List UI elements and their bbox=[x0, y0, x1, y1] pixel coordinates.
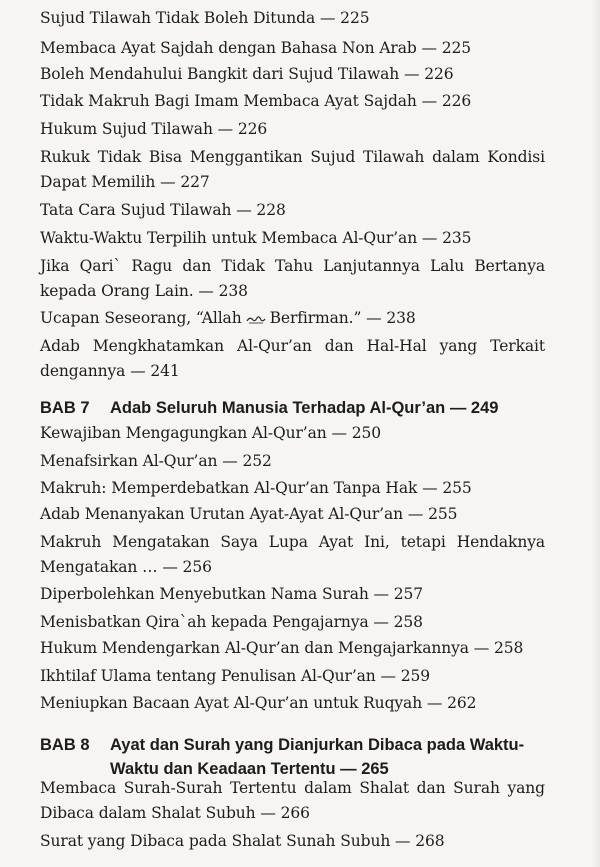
swt-calligraphy-icon bbox=[246, 314, 266, 324]
toc-entry: Sujud Tilawah Tidak Boleh Ditunda — 225 bbox=[40, 9, 370, 27]
chapter-number: BAB 8 bbox=[40, 736, 90, 754]
page-edge-shadow bbox=[592, 0, 600, 867]
chapter-heading-bab-8 bbox=[40, 733, 560, 781]
toc-entry: Kewajiban Mengagungkan Al-Qur’an — 250 bbox=[40, 424, 381, 442]
toc-entry-text: Berfirman.” — 238 bbox=[269, 309, 416, 327]
chapter-title: Adab Seluruh Manusia Terhadap Al-Qur’an — 249 bbox=[110, 399, 499, 417]
chapter-number: BAB 7 bbox=[40, 399, 90, 417]
toc-entry: Membaca Surah-Surah Tertentu dalam Shalat dan Surah yang Dibaca dalam Shalat Subuh — 266 bbox=[40, 779, 545, 822]
toc-entry: Membaca Ayat Sajdah dengan Bahasa Non Arab — 225 bbox=[40, 39, 472, 57]
toc-entry: Makruh: Memperdebatkan Al-Qur’an Tanpa Hak — 255 bbox=[40, 479, 472, 497]
toc-entry-text: Ucapan Seseorang, “Allah bbox=[40, 309, 242, 327]
toc-entry: Jika Qari` Ragu dan Tidak Tahu Lanjutannya Lalu Bertanya kepada Orang Lain. — 238 bbox=[40, 257, 545, 300]
chapter-title-line-2: Waktu dan Keadaan Tertentu — 265 bbox=[110, 760, 389, 778]
toc-entry: Tata Cara Sujud Tilawah — 228 bbox=[40, 201, 286, 219]
toc-entry: Adab Menanyakan Urutan Ayat-Ayat Al-Qur’an — 255 bbox=[40, 505, 458, 523]
toc-entry: Hukum Mendengarkan Al-Qur’an dan Mengajarkannya — 258 bbox=[40, 639, 524, 657]
toc-entry: Waktu-Waktu Terpilih untuk Membaca Al-Qur’an — 235 bbox=[40, 229, 472, 247]
toc-entry: Makruh Mengatakan Saya Lupa Ayat Ini, tetapi Hendaknya Mengatakan … — 256 bbox=[40, 533, 545, 576]
toc-entry: Tidak Makruh Bagi Imam Membaca Ayat Sajdah — 226 bbox=[40, 92, 472, 110]
toc-entry: Ikhtilaf Ulama tentang Penulisan Al-Qur’an — 259 bbox=[40, 667, 431, 685]
toc-entry: Meniupkan Bacaan Ayat Al-Qur’an untuk Ruqyah — 262 bbox=[40, 694, 477, 712]
toc-entry: Hukum Sujud Tilawah — 226 bbox=[40, 120, 268, 138]
toc-entry: Rukuk Tidak Bisa Menggantikan Sujud Tilawah dalam Kondisi Dapat Memilih — 227 bbox=[40, 148, 545, 191]
toc-entry: Diperbolehkan Menyebutkan Nama Surah — 257 bbox=[40, 585, 424, 603]
toc-entry: Boleh Mendahului Bangkit dari Sujud Tilawah — 226 bbox=[40, 65, 454, 83]
toc-entry-allah bbox=[40, 306, 545, 331]
toc-entry: Menisbatkan Qira`ah kepada Pengajarnya — 258 bbox=[40, 613, 423, 631]
toc-entry: Menafsirkan Al-Qur’an — 252 bbox=[40, 452, 272, 470]
chapter-heading-bab-7 bbox=[40, 396, 560, 420]
toc-entry: Surat yang Dibaca pada Shalat Sunah Subuh — 268 bbox=[40, 832, 445, 850]
toc-entry: Adab Mengkhatamkan Al-Qur’an dan Hal-Hal yang Terkait dengannya — 241 bbox=[40, 337, 545, 380]
chapter-title-line-1: Ayat dan Surah yang Dianjurkan Dibaca pada Waktu- bbox=[110, 736, 525, 754]
